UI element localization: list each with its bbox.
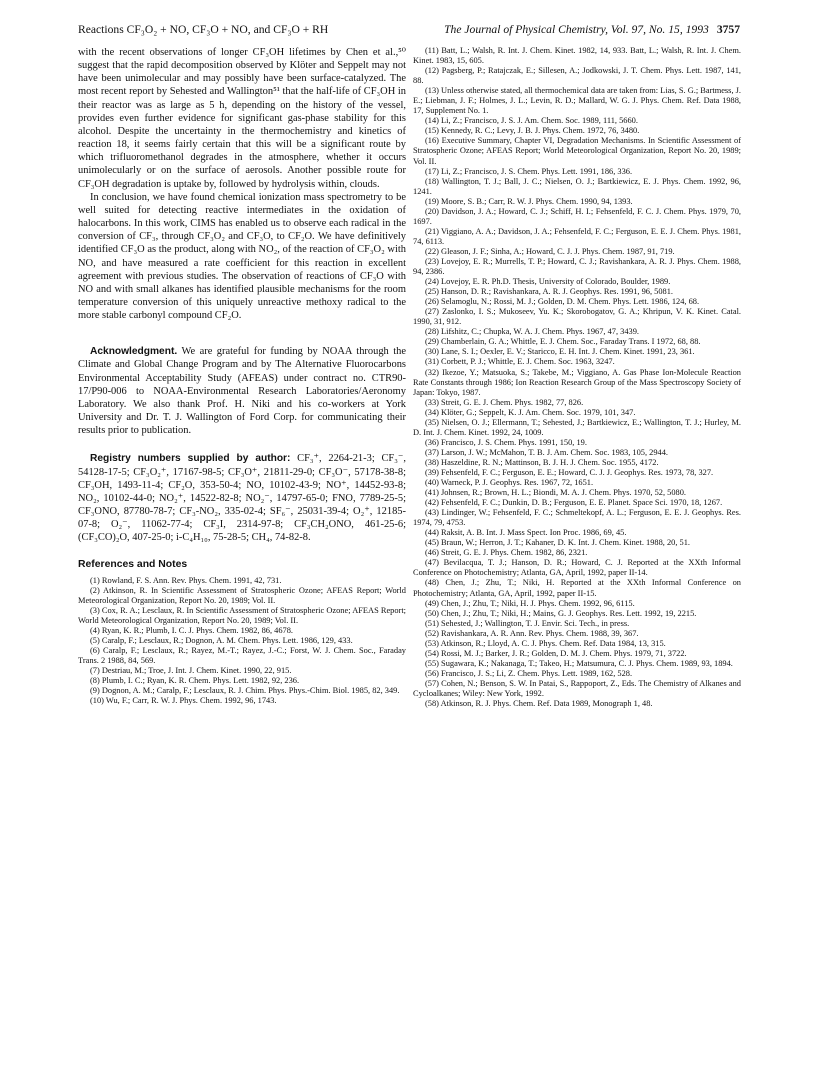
reference-item: (41) Johnsen, R.; Brown, H. L.; Biondi, M. A. J. Chem. Phys. 1970, 52, 5080. [425,488,687,498]
reference-item: (24) Lovejoy, E. R. Ph.D. Thesis, University of Colorado, Boulder, 1989. [425,277,671,287]
reference-item: (6) Caralp, F.; Lesclaux, R.; Rayez, M.-T.; Rayez, J.-C.; Forst, W. J. Chem. Soc., Faraday Trans. 2 1988, 84, 569. [78,645,406,665]
reference-item: (5) Caralp, F.; Lesclaux, R.; Dognon, A. M. Chem. Phys. Lett. 1986, 129, 433. [90,635,353,645]
reference-item: (26) Selamoglu, N.; Rossi, M. J.; Golden, D. M. Chem. Phys. Lett. 1986, 124, 68. [425,297,700,307]
references-heading: References and Notes [78,559,188,571]
reference-item: (32) Ikezoe, Y.; Matsuoka, S.; Takebe, M.; Viggiano, A. Gas Phase Ion-Molecule Reaction Rate Constants through 1986; Ion Reaction Research Group of the Mass Spectroscopy Society of Japan: Tokyo, 1987. [413,367,741,397]
registry-heading: Registry numbers supplied by author: [90,453,291,465]
reference-item: (49) Chen, J.; Zhu, T.; Niki, H. J. Phys. Chem. 1992, 96, 6115. [425,598,635,608]
reference-item: (1) Rowland, F. S. Ann. Rev. Phys. Chem. 1991, 42, 731. [90,575,282,585]
registry-numbers [78,452,406,544]
reference-item: (42) Fehsenfeld, F. C.; Dunkin, D. B.; Ferguson, E. E. Planet. Space Sci. 1970, 18, 1267. [425,498,723,508]
reference-item: (56) Francisco, J. S.; Li, Z. Chem. Phys. Lett. 1989, 162, 528. [425,668,633,678]
reference-item: (33) Streit, G. E. J. Chem. Phys. 1982, 77, 826. [425,397,584,407]
left-column [78,46,406,706]
reference-item: (36) Francisco, J. S. Chem. Phys. 1991, 150, 19. [425,437,587,447]
reference-item: (23) Lovejoy, E. R.; Murrells, T. P.; Howard, C. J.; Ravishankara, A. R. J. Phys. Chem. 1988, 94, 2386. [413,256,741,277]
reference-item: (10) Wu, F.; Carr, R. W. J. Phys. Chem. 1992, 96, 1743. [90,696,277,706]
reference-item: (18) Wallington, T. J.; Ball, J. C.; Nielsen, O. J.; Bartkiewicz, E. J. Phys. Chem. 1992, 96, 1241. [413,176,741,196]
reference-item: (25) Hanson, D. R.; Ravishankara, A. R. J. Geophys. Res. 1991, 96, 5081. [425,287,673,297]
reference-item: (31) Corbett, P. J.; Whittle, E. J. Chem. Soc. 1963, 3247. [425,357,615,367]
reference-item: (30) Lane, S. I.; Oexler, E. V.; Staricco, E. H. Int. J. Chem. Kinet. 1991, 23, 361. [425,347,695,357]
reference-item: (17) Li, Z.; Francisco, J. S. Chem. Phys. Lett. 1991, 186, 336. [425,166,633,176]
reference-item: (15) Kennedy, R. C.; Levy, J. B. J. Phys. Chem. 1972, 76, 3480. [425,126,640,136]
reference-item: (16) Executive Summary, Chapter VI, Degradation Mechanisms. In Scientific Assessment of Stratospheric Ozone; AFEAS Report; World Meteorological Organization, Report No. 20, 1989; Vol. II. [413,136,741,166]
reference-item: (13) Unless otherwise stated, all thermochemical data are taken from: Lias, S. G.; Bartmess, J. E.; Liebman, J. F.; Holmes, J. L.; Levin, R. D.; Mallard, W. G. J. Phys. Chem. Ref. Data 1988, 17, Supplement No. 1. [413,86,741,116]
reference-item: (50) Chen, J.; Zhu, T.; Niki, H.; Mains, G. J. Geophys. Res. Lett. 1992, 19, 2215. [425,608,697,618]
reference-item: (53) Atkinson, R.; Lloyd, A. C. J. Phys. Chem. Ref. Data 1984, 13, 315. [425,638,666,648]
reference-item: (58) Atkinson, R. J. Phys. Chem. Ref. Data 1989, Monograph 1, 48. [425,699,653,709]
reference-item: (54) Rossi, M. J.; Barker, J. R.; Golden, D. M. J. Chem. Phys. 1979, 71, 3722. [425,648,687,658]
references-list-left [78,576,406,707]
reference-item: (3) Cox, R. A.; Lesclaux, R. In Scientific Assessment of Stratospheric Ozone; AFEAS Report; World Meteorological Organization, Report No. 20, 1989; Vol. II. [78,605,406,625]
reference-item: (7) Destriau, M.; Troe, J. Int. J. Chem. Kinet. 1990, 22, 915. [90,666,292,676]
reference-item: (57) Cohen, N.; Benson, S. W. In Patai, S., Rappoport, Z., Eds. The Chemistry of Alkanes and Cycloalkanes; Wiley: New York, 1992. [413,678,741,698]
reference-item: (2) Atkinson, R. In Scientific Assessment of Stratospheric Ozone; AFEAS Report; World Meteorological Organization, Report No. 20, 1989; Vol. II. [78,585,406,605]
reference-item: (19) Moore, S. B.; Carr, R. W. J. Phys. Chem. 1990, 94, 1393. [425,196,633,206]
reference-item: (40) Warneck, P. J. Geophys. Res. 1967, 72, 1651. [425,478,594,488]
page-number: 3757 [716,23,740,36]
running-header [78,22,740,38]
reference-item: (9) Dognon, A. M.; Caralp, F.; Lesclaux, R. J. Chim. Phys. Phys.-Chim. Biol. 1985, 82, 349. [90,686,400,696]
reference-item: (47) Bevilacqua, T. J.; Hanson, D. R.; Howard, C. J. Reported at the XXth Informal Conference on Photochemistry; Atlanta, GA, April, 1992, paper II-14. [413,558,741,578]
reference-item: (11) Batt, L.; Walsh, R. Int. J. Chem. Kinet. 1982, 14, 933. Batt, L.; Walsh, R. Int. J. Chem. Kinet. 1983, 15, 605. [413,46,741,66]
reference-item: (46) Streit, G. E. J. Phys. Chem. 1982, 86, 2321. [425,548,588,558]
reference-item: (38) Haszeldine, R. N.; Mattinson, B. J. H. J. Chem. Soc. 1955, 4172. [425,457,659,467]
paragraph-discussion: with the recent observations of longer CF₃OH lifetimes by Chen et al.,⁵⁰ suggest that the rapid decomposition observed by Klöter and Seppelt may not have been unimolecular and may possibly have been surface-catalyzed. The most recent report by Sehested and Wallington⁵¹ that the half-life of CF₃OH in their reactor was as large as 5 h, depending on the history of the vessel, provides even further evidence for significant gas-phase stability for this alcohol. Despite the uncertainty in the thermochemistry and kinetics of reaction 18, it seems fairly certain that this will be a significant route by which trifluoromethanol degrades in the atmosphere, whether it occurs unimolecularly or on the surface of aerosols. Another possible route for CF₃OH degradation is uptake by, followed by hydrolysis within, clouds. [78,47,406,190]
reference-item: (34) Klöter, G.; Seppelt, K. J. Am. Chem. Soc. 1979, 101, 347. [425,407,636,417]
reference-item: (43) Lindinger, W.; Fehsenfeld, F. C.; Schmeltekopf, A. L.; Ferguson, E. E. J. Geophys. Res. 1974, 79, 4753. [413,508,741,528]
registry-text: CF₃⁺, 2264-21-3; CF₃⁻, 54128-17-5; CF₃O₂⁺, 17167-98-5; CF₃O⁺, 21811-29-0; CF₃O⁻, 57178-38-8; CF₃OH, 1493-11-4; CF₂O, 353-50-4; NO, 10102-43-9; NO⁺, 14452-93-8; NO₂, 10102-44-0; NO₂⁺, 14522-82-8; NO₂⁻, 14797-65-0; FNO, 7789-25-5; CF₃ONO, 87780-78-7; CF₃-NO₂, 335-02-4; SF₆⁻, 25031-39-4; O₂⁺, 12185-07-8; O₂⁻, 11062-77-4; CF₃I, 2314-97-8; CF₃CH₂ONO, 461-25-6; (CF₃CO)₂O, 407-25-0; i-C₄H₁₀, 75-28-5; CH₄, 74-82-8. [78,453,406,544]
reference-item: (27) Zaslonko, I. S.; Mukoseev, Yu. K.; Skorobogatov, G. A.; Khripun, V. K. Kinet. Catal. 1990, 31, 912. [413,307,741,327]
reference-item: (51) Sehested, J.; Wallington, T. J. Envir. Sci. Tech., in press. [425,618,630,628]
references-list-right [413,46,741,709]
reference-item: (29) Chamberlain, G. A.; Whittle, E. J. Chem. Soc., Faraday Trans. I 1972, 68, 88. [425,337,701,347]
reference-item: (35) Nielsen, O. J.; Ellermann, T.; Sehested, J.; Bartkiewicz, E.; Wallington, T. J.; Hurley, M. D. Int. J. Chem. Kinet. 1992, 24, 1009. [413,417,741,437]
reference-item: (52) Ravishankara, A. R. Ann. Rev. Phys. Chem. 1988, 39, 367. [425,628,639,638]
reference-item: (12) Pagsberg, P.; Ratajczak, E.; Sillesen, A.; Jodkowski, J. T. Chem. Phys. Lett. 1987, 141, 88. [413,66,741,86]
reference-item: (45) Braun, W.; Herron, J. T.; Kahaner, D. K. Int. J. Chem. Kinet. 1988, 20, 51. [425,538,690,548]
reference-item: (4) Ryan, K. R.; Plumb, I. C. J. Phys. Chem. 1982, 86, 4678. [90,625,293,635]
reference-item: (22) Gleason, J. F.; Sinha, A.; Howard, C. J. J. Phys. Chem. 1987, 91, 719. [425,246,675,256]
acknowledgment-text: We are grateful for funding by NOAA through the Climate and Global Change Program and by The Alternative Fluorocarbons Environmental Acceptability Study (AFEAS) under contract no. CTR90-17/P90-006 to NOAA-Environmental Research Laboratories/Aeronomy Laboratory. We also thank Prof. H. Niki and his co-workers at York University and Dr. T. J. Wallington of Ford Corp. for communicating their results prior to publication. [78,346,406,437]
reference-item: (44) Raksit, A. B. Int. J. Mass Spect. Ion Proc. 1986, 69, 45. [425,528,627,538]
reference-item: (14) Li, Z.; Francisco, J. S. J. Am. Chem. Soc. 1989, 111, 5660. [425,116,638,126]
reference-item: (21) Viggiano, A. A.; Davidson, J. A.; Fehsenfeld, F. C.; Ferguson, E. E. J. Chem. Phys. 1981, 74, 6113. [413,226,741,246]
acknowledgment-heading: Acknowledgment. [90,346,178,358]
reference-item: (28) Lifshitz, C.; Chupka, W. A. J. Chem. Phys. 1967, 47, 3439. [425,327,640,337]
journal-name: The Journal of Physical Chemistry, Vol. 97, No. 15, 1993 [444,23,709,36]
acknowledgment [78,345,406,437]
reference-item: (37) Larson, J. W.; McMahon, T. B. J. Am. Chem. Soc. 1983, 105, 2944. [425,447,669,457]
reference-item: (20) Davidson, J. A.; Howard, C. J.; Schiff, H. I.; Fehsenfeld, F. C. J. Chem. Phys. 1979, 70, 1697. [413,206,741,226]
reference-item: (8) Plumb, I. C.; Ryan, K. R. Chem. Phys. Lett. 1982, 92, 236. [90,676,300,686]
journal-citation [444,22,740,38]
running-title: Reactions CF₃O₂ + NO, CF₃O + NO, and CF₃O + RH [78,23,329,36]
right-column [413,46,741,709]
reference-item: (39) Fehsenfeld, F. C.; Ferguson, E. E.; Howard, C. J. J. Geophys. Res. 1973, 78, 327. [425,467,714,477]
reference-item: (48) Chen, J.; Zhu, T.; Niki, H. Reported at the XXth Informal Conference on Photochemistry; Atlanta, GA, April, 1992, paper II-15. [413,578,741,598]
paragraph-conclusion: In conclusion, we have found chemical ionization mass spectrometry to be well suited for detecting reactive intermediates in the oxidation of halocarbons. In this work, CIMS has enabled us to observe each radical in the conversion of CF₃, through CF₃O₂ and CF₃O, to CF₂O. We have definitively identified CF₃O as the product, along with NO₂, of the reaction of CF₃O₂ with NO, and have measured a rate coefficient for this reaction in excellent agreement with previous studies. The observation of reactions of CF₃O with NO and with small alkanes has identified plausible mechanisms for the room temperature conversion of this uniquely unreactive methoxy radical to the more stable carbonyl compound CF₂O. [78,191,406,322]
reference-item: (55) Sugawara, K.; Nakanaga, T.; Takeo, H.; Matsumura, C. J. Phys. Chem. 1989, 93, 1894. [425,658,733,668]
